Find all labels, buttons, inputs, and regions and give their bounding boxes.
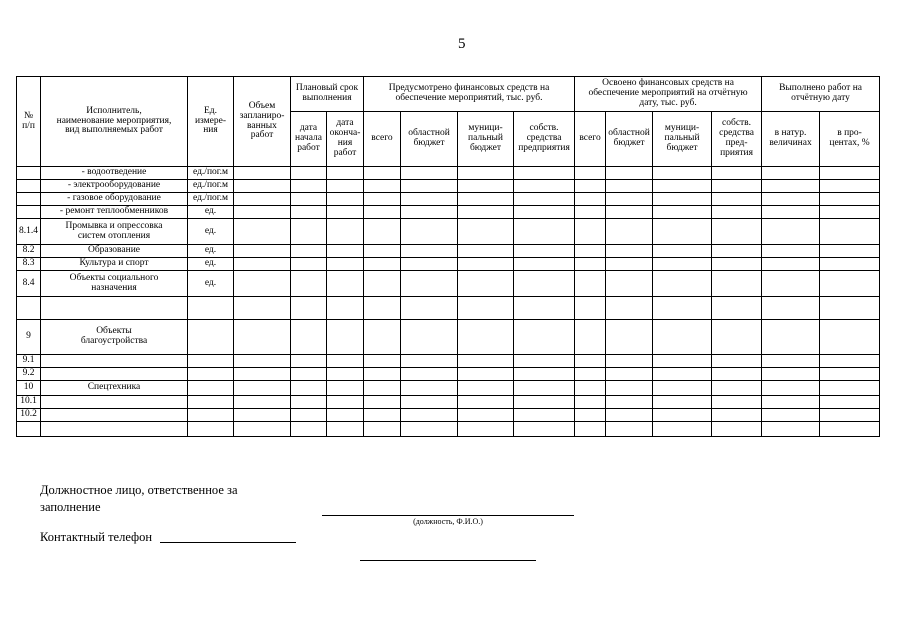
- row-name: [41, 297, 188, 320]
- header-funds-spent: Освоено финансовых средств на обеспечение мероприятий на отчётную дату, тыс. руб.: [575, 77, 762, 112]
- row-number: [17, 422, 41, 437]
- table-row: [17, 320, 880, 355]
- row-number: 8.1.4: [17, 219, 41, 245]
- row-unit: [188, 368, 234, 381]
- table-row: [17, 219, 880, 245]
- row-unit: [188, 409, 234, 422]
- table-row: [17, 381, 880, 396]
- table-row: [17, 206, 880, 219]
- contact-phone-line: [160, 542, 296, 543]
- row-name: [41, 368, 188, 381]
- header-start-date: дата начала работ: [291, 112, 327, 167]
- header-own-funds: собств. средства предприятия: [514, 112, 575, 167]
- row-name: Образование: [41, 245, 188, 258]
- row-unit: ед.: [188, 219, 234, 245]
- signature-line: [322, 515, 574, 516]
- header-funds-planned: Предусмотрено финансовых средств на обеспечение мероприятий, тыс. руб.: [364, 77, 575, 112]
- row-unit: [188, 355, 234, 368]
- signature-caption: (должность, Ф.И.О.): [413, 517, 483, 526]
- header-volume: Объем запланиро- ванных работ: [234, 77, 291, 167]
- row-number: 8.2: [17, 245, 41, 258]
- header-total: всего: [364, 112, 401, 167]
- table-row: [17, 368, 880, 381]
- row-name: [41, 422, 188, 437]
- header-municipal-2: муници- пальный бюджет: [653, 112, 712, 167]
- row-number: 9.1: [17, 355, 41, 368]
- row-unit: ед.: [188, 206, 234, 219]
- header-num: № п/п: [17, 77, 41, 167]
- row-number: 10.1: [17, 396, 41, 409]
- table-row: [17, 409, 880, 422]
- table-row: [17, 193, 880, 206]
- row-number: [17, 297, 41, 320]
- row-number: 9.2: [17, 368, 41, 381]
- row-name: Спецтехника: [41, 381, 188, 396]
- row-unit: ед.: [188, 258, 234, 271]
- row-name: [41, 355, 188, 368]
- header-executor: Исполнитель, наименование мероприятия, вид выполняемых работ: [41, 77, 188, 167]
- header-planned-period: Плановый срок выполнения: [291, 77, 364, 112]
- row-unit: [188, 320, 234, 355]
- row-number: 9: [17, 320, 41, 355]
- report-table: [16, 76, 880, 437]
- header-total-2: всего: [575, 112, 606, 167]
- row-number: 10.2: [17, 409, 41, 422]
- row-number: 10: [17, 381, 41, 396]
- header-own-funds-2: собств. средства пред- приятия: [712, 112, 762, 167]
- row-unit: [188, 422, 234, 437]
- table-row: [17, 245, 880, 258]
- table-row: [17, 258, 880, 271]
- header-end-date: дата оконча- ния работ: [327, 112, 364, 167]
- row-name: Культура и спорт: [41, 258, 188, 271]
- row-name: Промывка и опрессовка систем отопления: [41, 219, 188, 245]
- table-row: [17, 180, 880, 193]
- responsible-person-label: Должностное лицо, ответственное за заполнение: [40, 483, 238, 514]
- contact-phone-label: Контактный телефон: [40, 530, 153, 544]
- table-row: [17, 297, 880, 320]
- row-name: - ремонт теплообменников: [41, 206, 188, 219]
- row-number: [17, 206, 41, 219]
- row-unit: [188, 297, 234, 320]
- row-unit: [188, 396, 234, 409]
- row-name: Объекты благоустройства: [41, 320, 188, 355]
- header-unit: Ед. измере- ния: [188, 77, 234, 167]
- row-number: [17, 193, 41, 206]
- row-number: [17, 167, 41, 180]
- header-municipal: муници- пальный бюджет: [458, 112, 514, 167]
- page-number: 5: [458, 36, 466, 52]
- header-regional-2: областной бюджет: [606, 112, 653, 167]
- table-row: [17, 422, 880, 437]
- row-unit: [188, 381, 234, 396]
- row-name: - водоотведение: [41, 167, 188, 180]
- table-row: [17, 271, 880, 297]
- row-unit: ед./пог.м: [188, 167, 234, 180]
- header-percent: в про- центах, %: [820, 112, 880, 167]
- header-work-done: Выполнено работ на отчётную дату: [762, 77, 880, 112]
- header-regional: областной бюджет: [401, 112, 458, 167]
- header-natural: в натур. величинах: [762, 112, 820, 167]
- row-name: [41, 396, 188, 409]
- row-unit: ед.: [188, 245, 234, 258]
- row-name: - газовое оборудование: [41, 193, 188, 206]
- table-row: [17, 355, 880, 368]
- row-unit: ед./пог.м: [188, 180, 234, 193]
- row-number: [17, 180, 41, 193]
- row-unit: ед./пог.м: [188, 193, 234, 206]
- row-number: 8.3: [17, 258, 41, 271]
- row-name: Объекты социального назначения: [41, 271, 188, 297]
- row-number: 8.4: [17, 271, 41, 297]
- blank-line: [360, 560, 536, 561]
- row-name: - электрооборудование: [41, 180, 188, 193]
- table-row: [17, 396, 880, 409]
- row-name: [41, 409, 188, 422]
- table-row: [17, 167, 880, 180]
- row-unit: ед.: [188, 271, 234, 297]
